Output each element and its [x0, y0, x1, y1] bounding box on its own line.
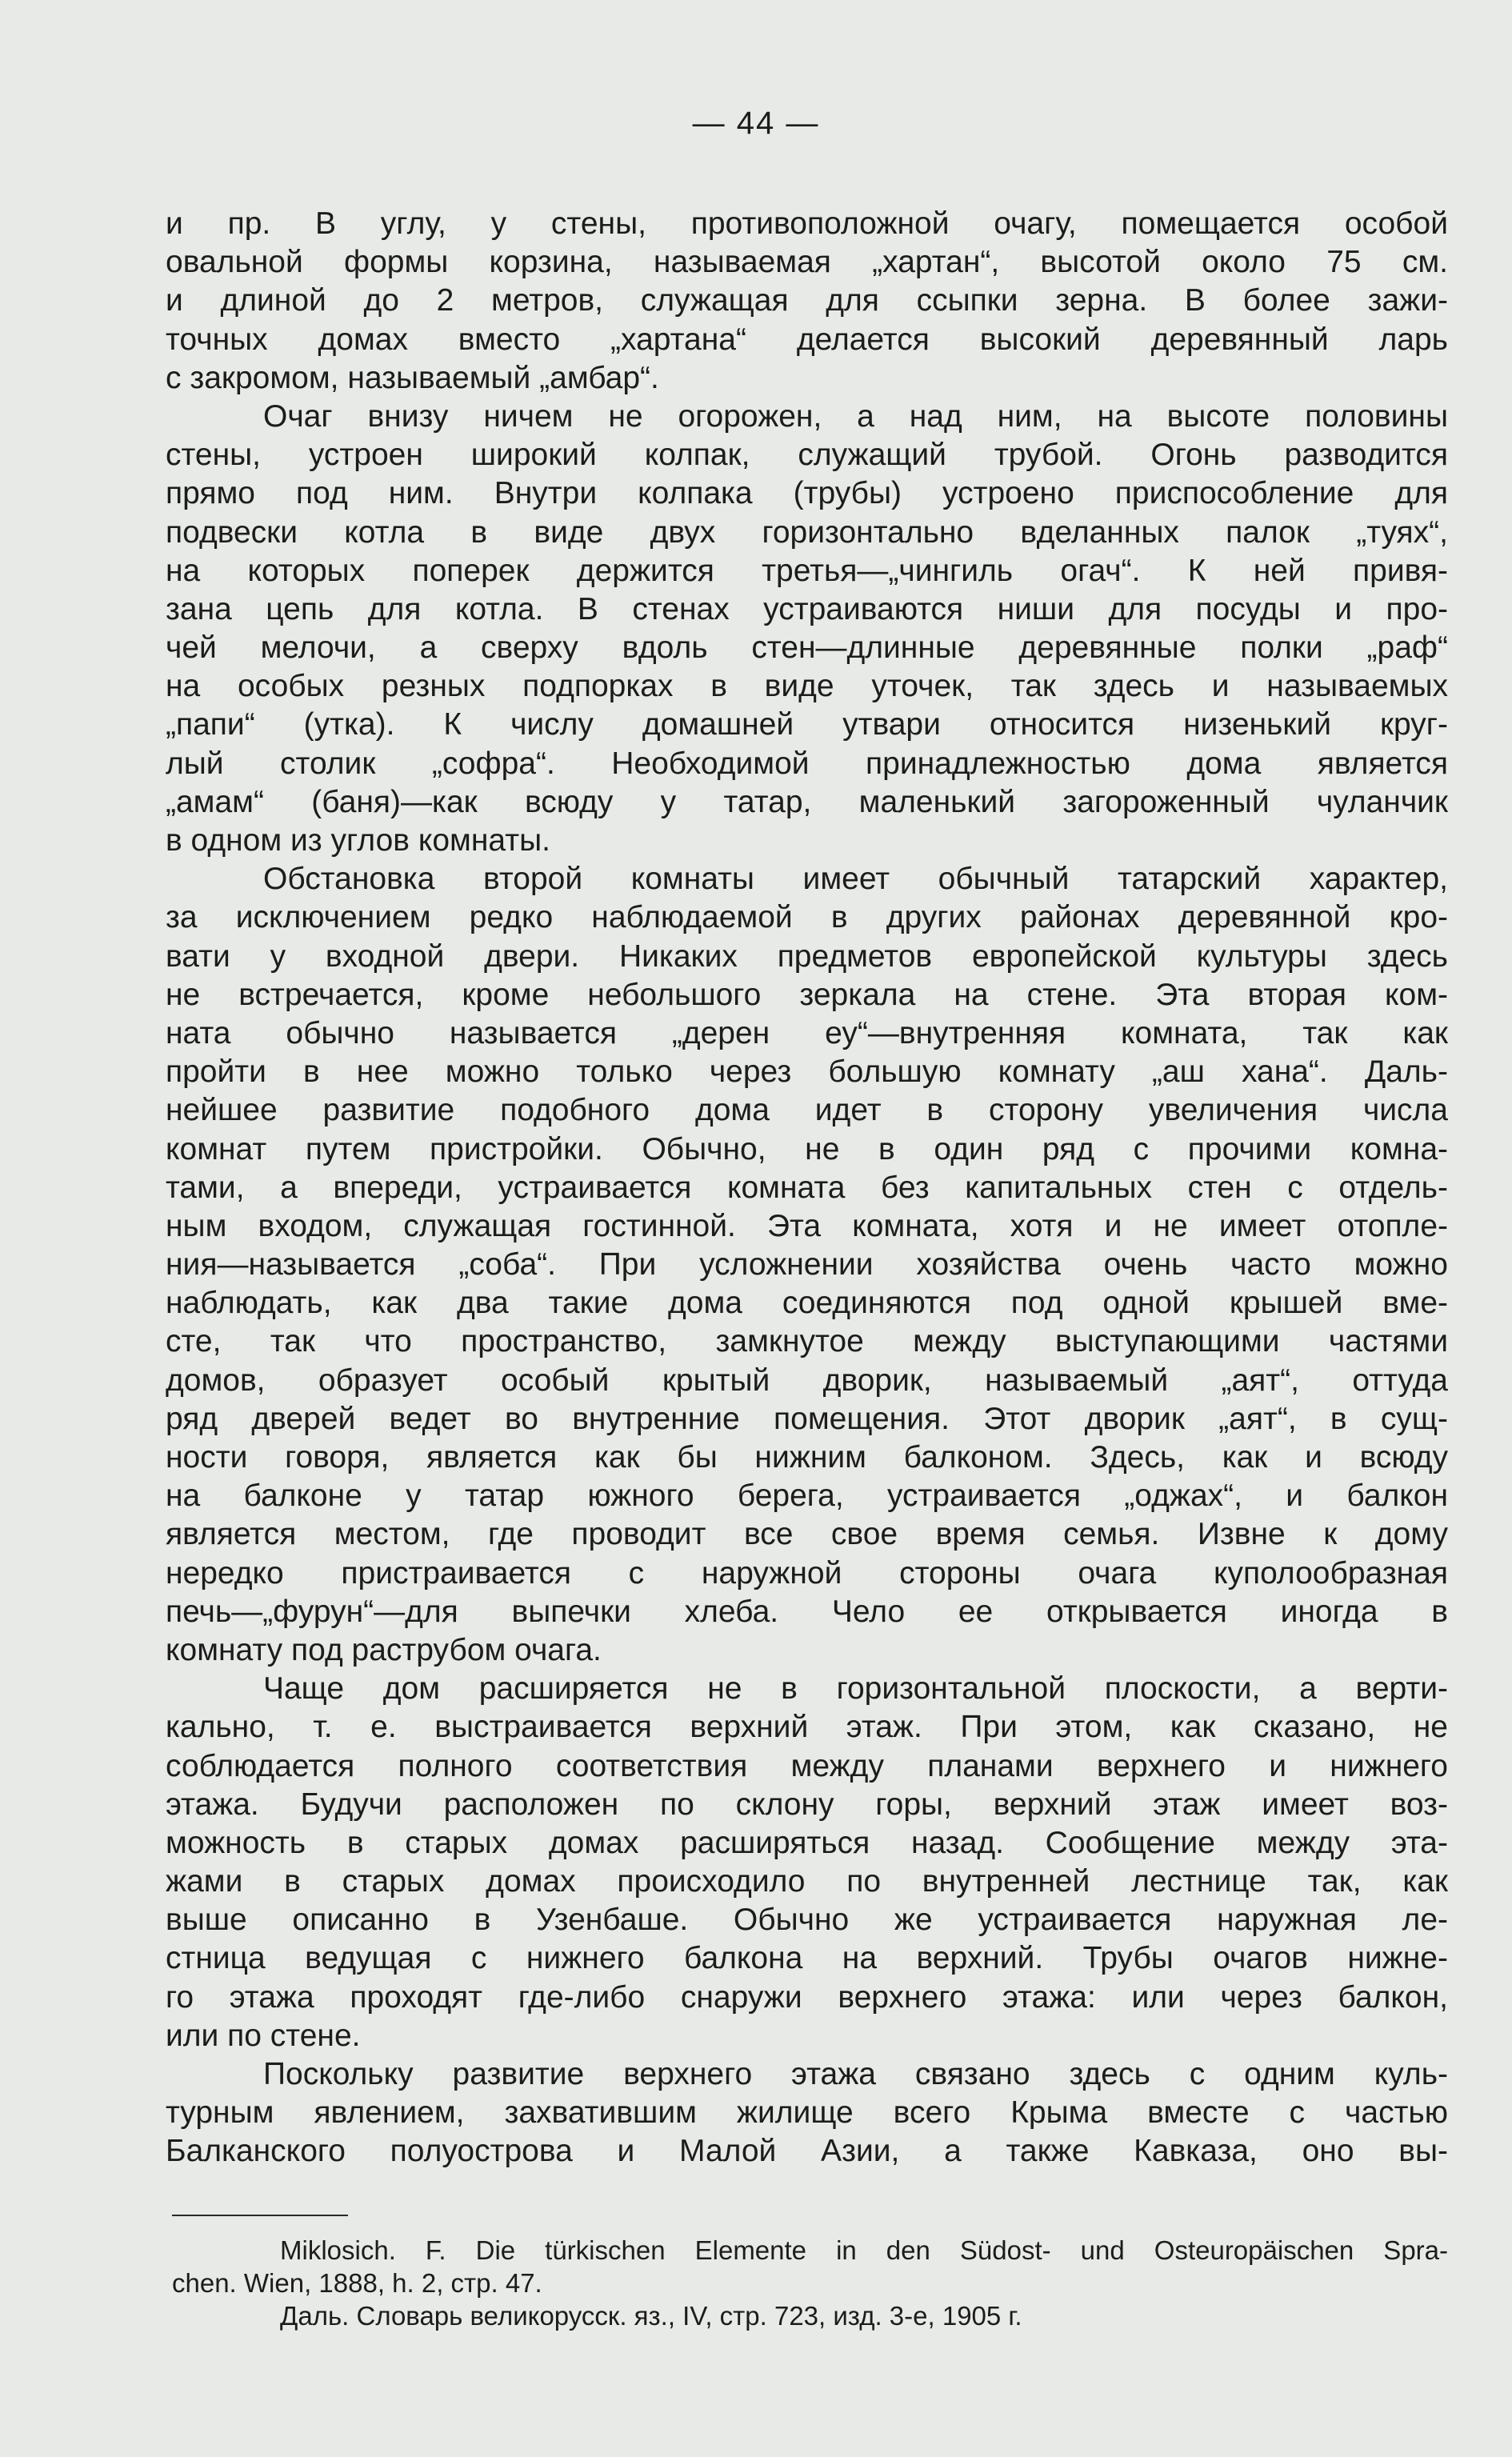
text-line: на которых поперек держится третья—„чингиль огач“. К ней привя-	[166, 553, 1448, 588]
text-line: ния—называется „соба“. При усложнении хозяйства очень часто можно	[166, 1247, 1448, 1283]
text-line: стница ведущая с нижнего балкона на верхний. Трубы очагов нижне-	[166, 1941, 1448, 1976]
text-line: точных домах вместо „хартана“ делается высокий деревянный ларь	[166, 322, 1448, 357]
text-line: печь—„фурун“—для выпечки хлеба. Чело ее открывается иногда в	[166, 1594, 1448, 1629]
text-line: и пр. В углу, у стены, противоположной очагу, помещается особой	[166, 206, 1448, 241]
paragraph	[166, 2055, 1448, 2171]
paragraph	[166, 398, 1448, 860]
text-line: лый столик „софра“. Необходимой принадлежностью дома является	[166, 746, 1448, 781]
text-line: комнат путем пристройки. Обычно, не в один ряд с прочими комна-	[166, 1131, 1448, 1166]
footnote-line: Даль. Словарь великорусск. яз., IV, стр. 723, изд. 3-е, 1905 г.	[280, 2301, 1022, 2331]
text-line: в одном из углов комнаты.	[166, 823, 550, 858]
text-line: вати у входной двери. Никаких предметов европейской культуры здесь	[166, 938, 1448, 974]
main-text	[166, 205, 1448, 2171]
paragraph	[166, 860, 1448, 1670]
text-line: овальной формы корзина, называемая „хартан“, высотой около 75 см.	[166, 245, 1448, 280]
text-line: Чаще дом расширяется не в горизонтальной плоскости, а верти-	[263, 1671, 1448, 1707]
text-line: зана цепь для котла. В стенах устраиваются ниши для посуды и про-	[166, 591, 1448, 626]
text-line: комнату под раструбом очага.	[166, 1632, 602, 1667]
text-line: Обстановка второй комнаты имеет обычный татарский характер,	[263, 862, 1448, 897]
text-line: нейшее развитие подобного дома идет в сторону увеличения числа	[166, 1093, 1448, 1128]
footnote	[172, 2299, 1448, 2332]
text-line: пройти в нее можно только через большую комнату „аш хана“. Даль-	[166, 1054, 1448, 1090]
text-line: наблюдать, как два такие дома соединяются под одной крышей вме-	[166, 1286, 1448, 1321]
text-line: чей мелочи, а сверху вдоль стен—длинные деревянные полки „раф“	[166, 630, 1448, 666]
text-line: стены, устроен широкий колпак, служащий трубой. Огонь разводится	[166, 438, 1448, 473]
text-line: тами, а впереди, устраивается комната без капитальных стен с отдель-	[166, 1170, 1448, 1205]
footnote-line: chen. Wien, 1888, h. 2, стр. 47.	[172, 2268, 542, 2298]
text-line: прямо под ним. Внутри колпака (трубы) устроено приспособление для	[166, 476, 1448, 511]
text-line: можность в старых домах расширяться назад. Сообщение между эта-	[166, 1825, 1448, 1860]
footnote-divider	[172, 2215, 348, 2216]
text-line: не встречается, кроме небольшого зеркала на стене. Эта вторая ком-	[166, 977, 1448, 1012]
text-line: домов, образует особый крытый дворик, называемый „аят“, оттуда	[166, 1363, 1448, 1398]
text-line: го этажа проходят где-либо снаружи верхнего этажа: или через балкон,	[166, 1979, 1448, 2015]
text-line: „амам“ (баня)—как всюду у татар, маленький загороженный чуланчик	[166, 784, 1448, 819]
text-line: ным входом, служащая гостинной. Эта комната, хотя и не имеет отопле-	[166, 1208, 1448, 1243]
text-line: выше описанно в Узенбаше. Обычно же устраивается наружная ле-	[166, 1903, 1448, 1938]
text-line: Поскольку развитие верхнего этажа связано здесь с одним куль-	[263, 2057, 1448, 2091]
text-line: или по стене.	[166, 2018, 361, 2053]
paragraph	[166, 205, 1448, 398]
text-line: с закромом, называемый „амбар“.	[166, 360, 659, 395]
paragraph	[166, 1670, 1448, 2055]
text-line: нередко пристраивается с наружной стороны очага куполообразная	[166, 1555, 1448, 1591]
text-line: за исключением редко наблюдаемой в других районах деревянной кро-	[166, 900, 1448, 935]
text-line: и длиной до 2 метров, служащая для ссыпки зерна. В более зажи-	[166, 283, 1448, 318]
text-line: соблюдается полного соответствия между планами верхнего и нижнего	[166, 1748, 1448, 1783]
footnote-line: Miklosich. F. Die türkischen Elemente in den Südost- und Osteuropäischen Spra-	[280, 2235, 1448, 2265]
text-line: турным явлением, захватившим жилище всего Крыма вместе с частью	[166, 2095, 1448, 2131]
text-line: является местом, где проводит все свое время семья. Извне к дому	[166, 1517, 1448, 1552]
text-line: ности говоря, является как бы нижним балконом. Здесь, как и всюду	[166, 1440, 1448, 1475]
text-line: на балконе у татар южного берега, устраивается „оджах“, и балкон	[166, 1479, 1448, 1514]
text-line: подвески котла в виде двух горизонтально вделанных палок „туях“,	[166, 514, 1448, 550]
text-line: ната обычно называется „дерен еу“—внутренняя комната, так как	[166, 1015, 1448, 1050]
text-line: жами в старых домах происходило по внутренней лестнице так, как	[166, 1864, 1448, 1899]
footnotes	[172, 2234, 1448, 2332]
text-line: „папи“ (утка). К числу домашней утвари относится низенький круг-	[166, 707, 1448, 742]
text-line: этажа. Будучи расположен по склону горы, верхний этаж имеет воз-	[166, 1787, 1448, 1822]
text-line: Очаг внизу ничем не огорожен, а над ним, на высоте половины	[263, 398, 1448, 434]
text-line: сте, так что пространство, замкнутое между выступающими частями	[166, 1324, 1448, 1359]
text-line: Балканского полуострова и Малой Азии, а также Кавказа, оно вы-	[166, 2134, 1448, 2169]
footnote	[172, 2234, 1448, 2299]
page-number: — 44 —	[692, 106, 820, 141]
text-line: ряд дверей ведет во внутренние помещения. Этот дворик „аят“, в сущ-	[166, 1401, 1448, 1436]
text-line: на особых резных подпорках в виде уточек, так здесь и называемых	[166, 669, 1448, 704]
text-line: кально, т. е. выстраивается верхний этаж. При этом, как сказано, не	[166, 1710, 1448, 1745]
